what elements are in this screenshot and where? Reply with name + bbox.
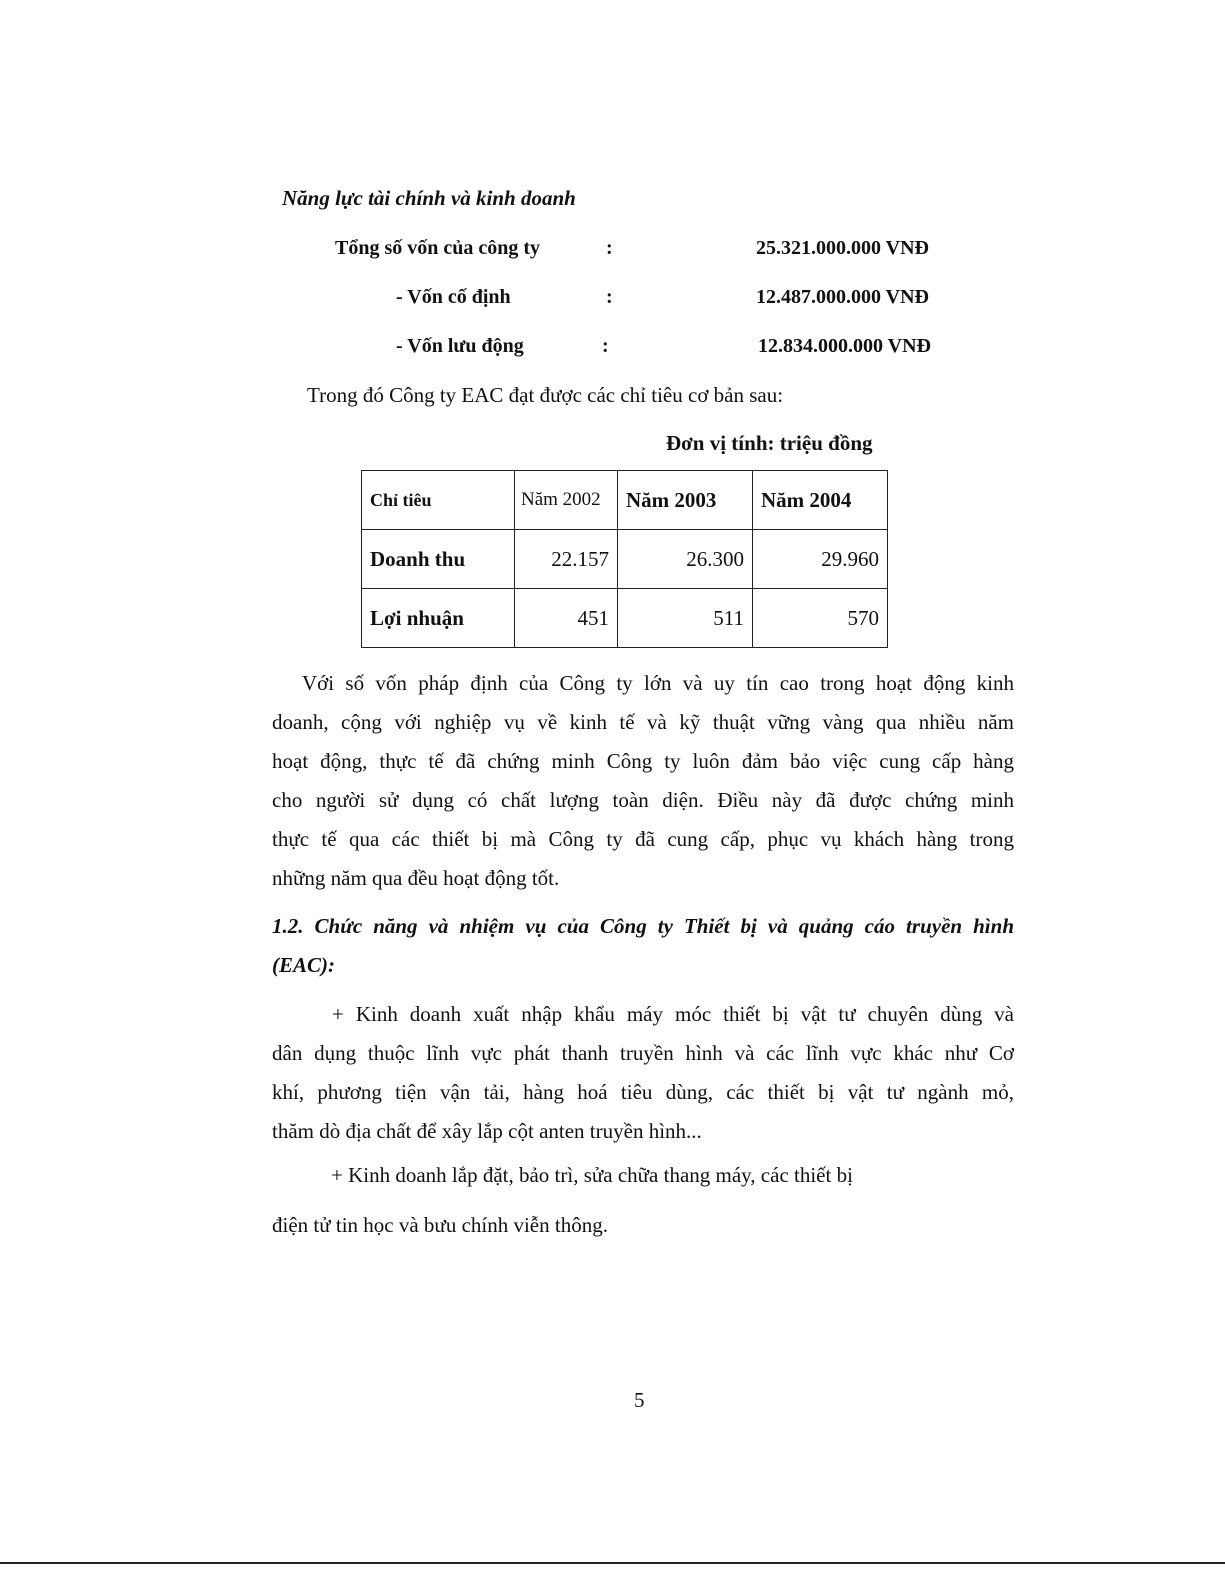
table-header-row <box>362 471 888 530</box>
paragraph-line: thăm dò địa chất để xây lắp cột anten truyền hình... <box>272 1119 702 1143</box>
bullet2-line: + Kinh doanh lắp đặt, bảo trì, sửa chữa thang máy, các thiết bị <box>331 1163 853 1187</box>
capital-fixed-value: 12.487.000.000 VNĐ <box>756 286 929 308</box>
table-row-label: Doanh thu <box>362 530 515 589</box>
capital-working-sep: : <box>602 335 609 357</box>
capital-fixed-sep: : <box>606 286 613 308</box>
table-cell: 511 <box>618 589 753 648</box>
table-cell: 22.157 <box>515 530 618 589</box>
paragraph-line: khí, phương tiện vận tải, hàng hoá tiêu dùng, các thiết bị vật tư ngành mỏ, <box>272 1080 1014 1104</box>
table-cell: 451 <box>515 589 618 648</box>
table-row <box>362 589 888 648</box>
table-cell: 26.300 <box>618 530 753 589</box>
financial-table <box>361 470 888 648</box>
table-header-cell: Năm 2002 <box>515 471 618 530</box>
section-heading-line: (EAC): <box>272 953 335 977</box>
paragraph-line: hoạt động, thực tế đã chứng minh Công ty luôn đảm bảo việc cung cấp hàng <box>272 749 1014 773</box>
table-header-cell: Chỉ tiêu <box>362 471 515 530</box>
capital-working-label: - Vốn lưu động <box>396 335 524 357</box>
table-row <box>362 530 888 589</box>
page-number: 5 <box>634 1388 645 1412</box>
table-cell: 29.960 <box>753 530 888 589</box>
body-paragraph <box>272 664 1014 898</box>
paragraph-line: những năm qua đều hoạt động tốt. <box>272 866 560 890</box>
capital-working-value: 12.834.000.000 VNĐ <box>758 335 931 357</box>
section-heading <box>272 907 1014 985</box>
paragraph-line: cho người sử dụng có chất lượng toàn diện. Điều này đã được chứng minh <box>272 788 1014 812</box>
paragraph-line: Với số vốn pháp định của Công ty lớn và uy tín cao trong hoạt động kinh <box>302 671 1014 695</box>
capital-fixed-label: - Vốn cố định <box>396 286 511 308</box>
bullet2-line: điện tử tin học và bưu chính viễn thông. <box>272 1213 608 1237</box>
paragraph-line: + Kinh doanh xuất nhập khẩu máy móc thiết bị vật tư chuyên dùng và <box>332 1002 1014 1026</box>
paragraph-line: doanh, cộng với nghiệp vụ về kinh tế và kỹ thuật vững vàng qua nhiều năm <box>272 710 1014 734</box>
unit-note: Đơn vị tính: triệu đồng <box>666 431 873 455</box>
table-cell: 570 <box>753 589 888 648</box>
capital-total-value: 25.321.000.000 VNĐ <box>756 237 929 259</box>
bullet-paragraph <box>272 995 1014 1151</box>
page-bottom-rule <box>0 1562 1225 1564</box>
section-heading-line: 1.2. Chức năng và nhiệm vụ của Công ty Thiết bị và quảng cáo truyền hình <box>272 914 1014 938</box>
paragraph-line: thực tế qua các thiết bị mà Công ty đã cung cấp, phục vụ khách hàng trong <box>272 827 1014 851</box>
table-row-label: Lợi nhuận <box>362 589 515 648</box>
intro-sentence: Trong đó Công ty EAC đạt được các chỉ tiêu cơ bản sau: <box>307 383 784 407</box>
paragraph-line: dân dụng thuộc lĩnh vực phát thanh truyền hình và các lĩnh vực khác như Cơ <box>272 1041 1014 1065</box>
table-header-cell: Năm 2003 <box>618 471 753 530</box>
financial-heading: Năng lực tài chính và kinh doanh <box>282 186 576 210</box>
capital-total-sep: : <box>606 237 613 259</box>
capital-total-label: Tổng số vốn của công ty <box>335 237 541 259</box>
table-header-cell: Năm 2004 <box>753 471 888 530</box>
